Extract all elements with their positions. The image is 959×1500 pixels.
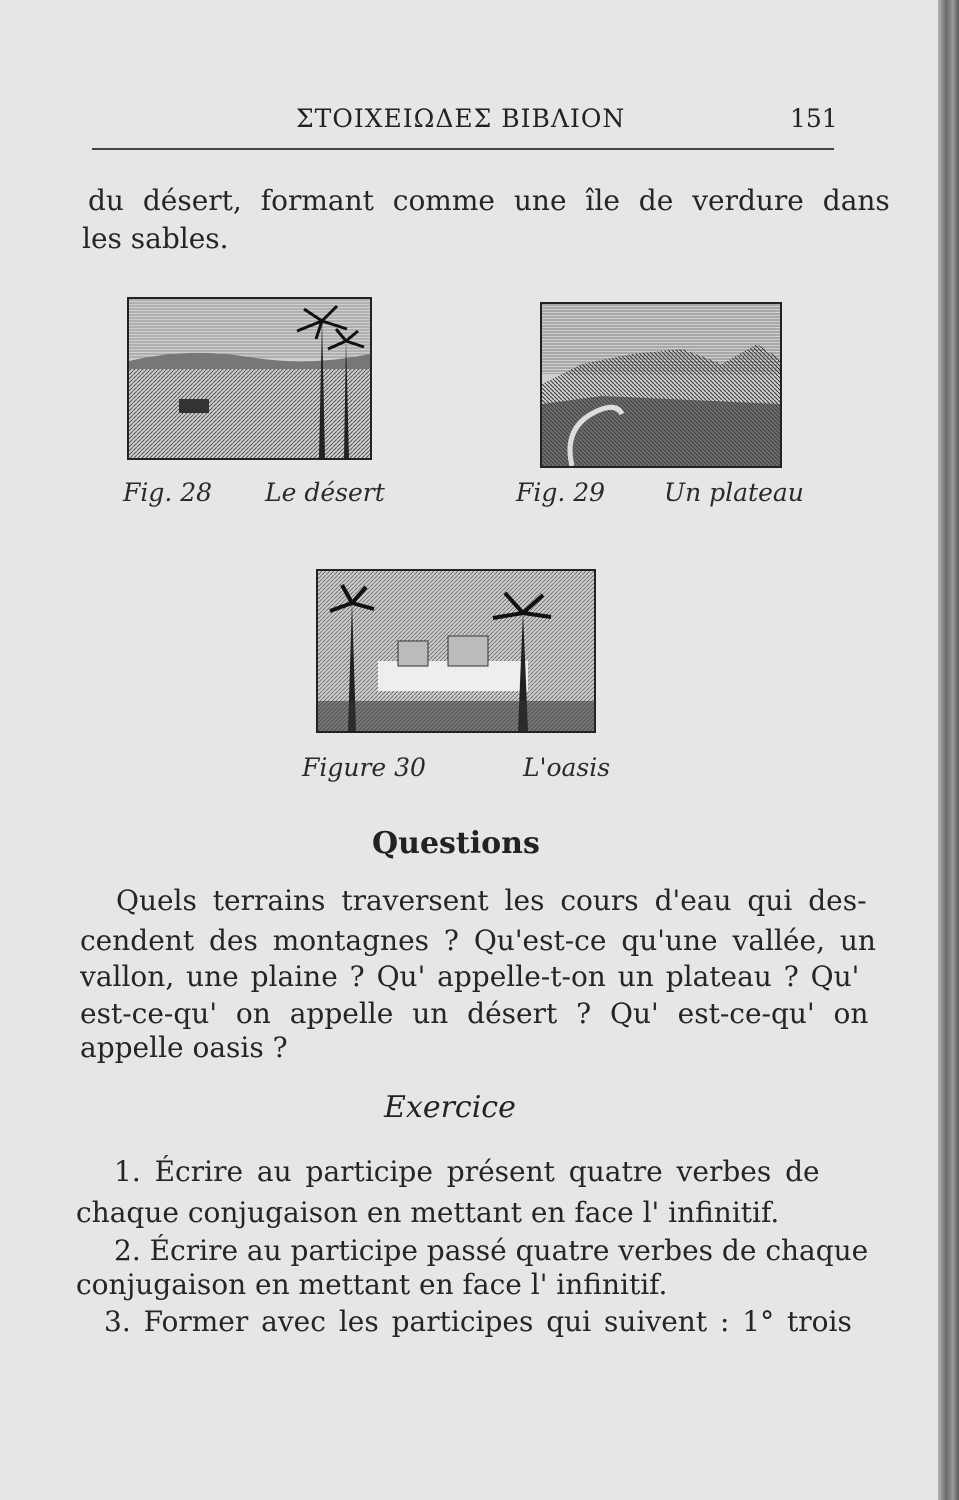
header-rule: [92, 148, 834, 150]
intro-line-1: du désert, formant comme une île de verdure dans: [88, 184, 890, 217]
plateau-engraving-icon: [540, 302, 782, 468]
intro-line-2: les sables.: [82, 222, 229, 255]
question-line-5: appelle oasis ?: [80, 1031, 288, 1064]
question-line-1: Quels terrains traversent les cours d'eau qui des-: [116, 884, 867, 917]
exercice-line-2: chaque conjugaison en mettant en face l' infinitif.: [76, 1196, 780, 1229]
exercice-line-3: 2. Écrire au participe passé quatre verbes de chaque: [114, 1234, 869, 1267]
fig29-number: Fig. 29: [516, 478, 606, 507]
fig29-caption: Un plateau: [664, 478, 804, 507]
oasis-engraving-icon: [316, 569, 596, 733]
exercice-line-4: conjugaison en mettant en face l' infinitif.: [76, 1268, 668, 1301]
running-header-title: ΣΤΟΙΧΕΙΩΔΕΣ ΒΙΒΛΙΟΝ: [296, 104, 626, 133]
exercice-line-1: 1. Écrire au participe présent quatre verbes de: [114, 1155, 820, 1188]
page-number: 151: [790, 104, 838, 133]
exercice-heading: Exercice: [384, 1090, 516, 1125]
fig28-number: Fig. 28: [123, 478, 213, 507]
questions-heading: Questions: [372, 826, 540, 861]
fig30-caption: L'oasis: [523, 753, 611, 782]
fig30-number: Figure 30: [302, 753, 426, 782]
fig28-caption: Le désert: [265, 478, 385, 507]
question-line-3: vallon, une plaine ? Qu' appelle-t-on un plateau ? Qu': [80, 960, 860, 993]
book-spine: [938, 0, 959, 1500]
question-line-4: est-ce-qu' on appelle un désert ? Qu' est-ce-qu' on: [80, 997, 869, 1030]
question-line-2: cendent des montagnes ? Qu'est-ce qu'une vallée, un: [80, 924, 876, 957]
exercice-line-5: 3. Former avec les participes qui suivent : 1° trois: [104, 1305, 852, 1338]
desert-engraving-icon: [127, 297, 372, 460]
